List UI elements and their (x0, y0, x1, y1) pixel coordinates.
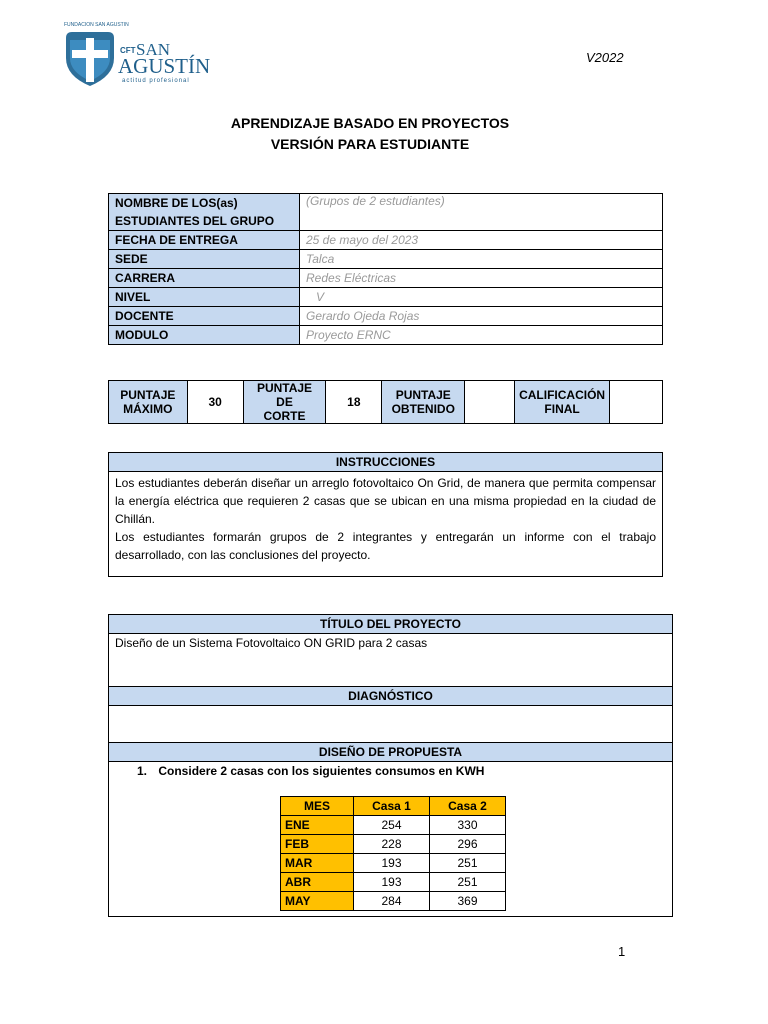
casa2-cell: 330 (430, 816, 506, 835)
instructions-table (108, 452, 663, 577)
calificacion-final-label (515, 381, 610, 424)
table-row (109, 615, 673, 634)
puntaje-maximo-label (109, 381, 188, 424)
month-cell: FEB (281, 835, 354, 854)
modulo-value[interactable]: Proyecto ERNC (300, 326, 663, 345)
carrera-value[interactable]: Redes Eléctricas (300, 269, 663, 288)
column-header-casa2: Casa 2 (430, 797, 506, 816)
puntaje-maximo-label-line2: MÁXIMO (123, 402, 173, 416)
month-cell: MAY (281, 892, 354, 911)
puntaje-obtenido-label-line2: OBTENIDO (391, 402, 455, 416)
table-row (109, 307, 663, 326)
table-row (281, 816, 506, 835)
document-subtitle: VERSIÓN PARA ESTUDIANTE (270, 136, 470, 152)
carrera-label: CARRERA (109, 269, 300, 288)
nivel-label: NIVEL (109, 288, 300, 307)
calificacion-final-value[interactable] (610, 381, 663, 424)
table-row (109, 250, 663, 269)
score-table (108, 380, 663, 424)
table-row (281, 835, 506, 854)
item-text: Considere 2 casas con los siguientes consumos en KWH (158, 764, 485, 778)
puntaje-obtenido-value[interactable] (465, 381, 515, 424)
instructions-paragraph-2: Los estudiantes formarán grupos de 2 integrantes y entregarán un informe con el trabajo desarrollado, con las conclusiones del proyecto. (115, 530, 656, 562)
nivel-value[interactable]: V (300, 288, 663, 307)
logo-agustin: AGUSTÍN (118, 54, 211, 78)
instructions-paragraph-1: Los estudiantes deberán diseñar un arreglo fotovoltaico On Grid, de manera que permita compensar la energía eléctrica que requieren 2 casas que se ubican en una misma propiedad en la ciudad de Chillán. (115, 476, 656, 526)
logo-san: SAN (136, 40, 171, 59)
table-row (109, 634, 673, 687)
table-row (109, 269, 663, 288)
table-row (109, 194, 663, 231)
table-row (109, 453, 663, 472)
nombre-label (109, 194, 300, 231)
column-header-casa1: Casa 1 (354, 797, 430, 816)
table-row (281, 854, 506, 873)
propuesta-header: DISEÑO DE PROPUESTA (109, 743, 673, 762)
logo-tagline: actitud profesional (122, 78, 190, 84)
table-row (109, 472, 663, 577)
table-row (109, 381, 663, 424)
nombre-label-line1: NOMBRE DE LOS(as) (115, 196, 238, 210)
logo-small-text: FUNDACION SAN AGUSTIN (64, 22, 129, 28)
casa2-cell: 296 (430, 835, 506, 854)
table-row (109, 231, 663, 250)
puntaje-obtenido-label-line1: PUNTAJE (395, 388, 451, 402)
version-label: V2022 (586, 50, 624, 65)
fecha-value[interactable]: 25 de mayo del 2023 (300, 231, 663, 250)
casa1-cell: 193 (354, 873, 430, 892)
nombre-value[interactable]: (Grupos de 2 estudiantes) (300, 194, 663, 231)
logo-cft: CFT (120, 46, 136, 55)
casa1-cell: 193 (354, 854, 430, 873)
table-row (281, 873, 506, 892)
table-row (109, 687, 673, 706)
puntaje-corte-label (243, 381, 326, 424)
puntaje-maximo-value: 30 (187, 381, 243, 424)
table-row (109, 743, 673, 762)
casa2-cell: 251 (430, 854, 506, 873)
diagnostico-value[interactable] (109, 706, 673, 743)
consumption-table (280, 796, 506, 911)
puntaje-corte-label-line2: CORTE (263, 409, 306, 423)
table-row (109, 288, 663, 307)
nombre-label-line2: ESTUDIANTES DEL GRUPO (115, 214, 275, 228)
calificacion-final-label-line1: CALIFICACIÓN (519, 388, 606, 402)
table-row (281, 892, 506, 911)
casa2-cell: 251 (430, 873, 506, 892)
sede-value[interactable]: Talca (300, 250, 663, 269)
casa2-cell: 369 (430, 892, 506, 911)
calificacion-final-label-line2: FINAL (544, 402, 580, 416)
month-cell: ABR (281, 873, 354, 892)
puntaje-maximo-label-line1: PUNTAJE (120, 388, 176, 402)
item-number: 1. (137, 764, 148, 778)
institution-logo (64, 22, 211, 90)
docente-value[interactable]: Gerardo Ojeda Rojas (300, 307, 663, 326)
puntaje-corte-value: 18 (326, 381, 382, 424)
casa1-cell: 284 (354, 892, 430, 911)
document-title: APRENDIZAJE BASADO EN PROYECTOS (230, 115, 510, 131)
page-number: 1 (618, 944, 626, 959)
project-title-header: TÍTULO DEL PROYECTO (109, 615, 673, 634)
sede-label: SEDE (109, 250, 300, 269)
casa1-cell: 228 (354, 835, 430, 854)
table-row (109, 326, 663, 345)
instructions-body (109, 472, 663, 577)
month-cell: ENE (281, 816, 354, 835)
instructions-header: INSTRUCCIONES (109, 453, 663, 472)
table-row (109, 706, 673, 743)
puntaje-corte-label-line1: PUNTAJE DE (256, 381, 313, 409)
month-cell: MAR (281, 854, 354, 873)
student-info-table (108, 193, 663, 345)
diagnostico-header: DIAGNÓSTICO (109, 687, 673, 706)
fecha-label: FECHA DE ENTREGA (109, 231, 300, 250)
puntaje-obtenido-label (382, 381, 465, 424)
modulo-label: MODULO (109, 326, 300, 345)
casa1-cell: 254 (354, 816, 430, 835)
project-title-value[interactable]: Diseño de un Sistema Fotovoltaico ON GRID para 2 casas (109, 634, 673, 687)
table-header-row (281, 797, 506, 816)
docente-label: DOCENTE (109, 307, 300, 326)
column-header-mes: MES (281, 797, 354, 816)
